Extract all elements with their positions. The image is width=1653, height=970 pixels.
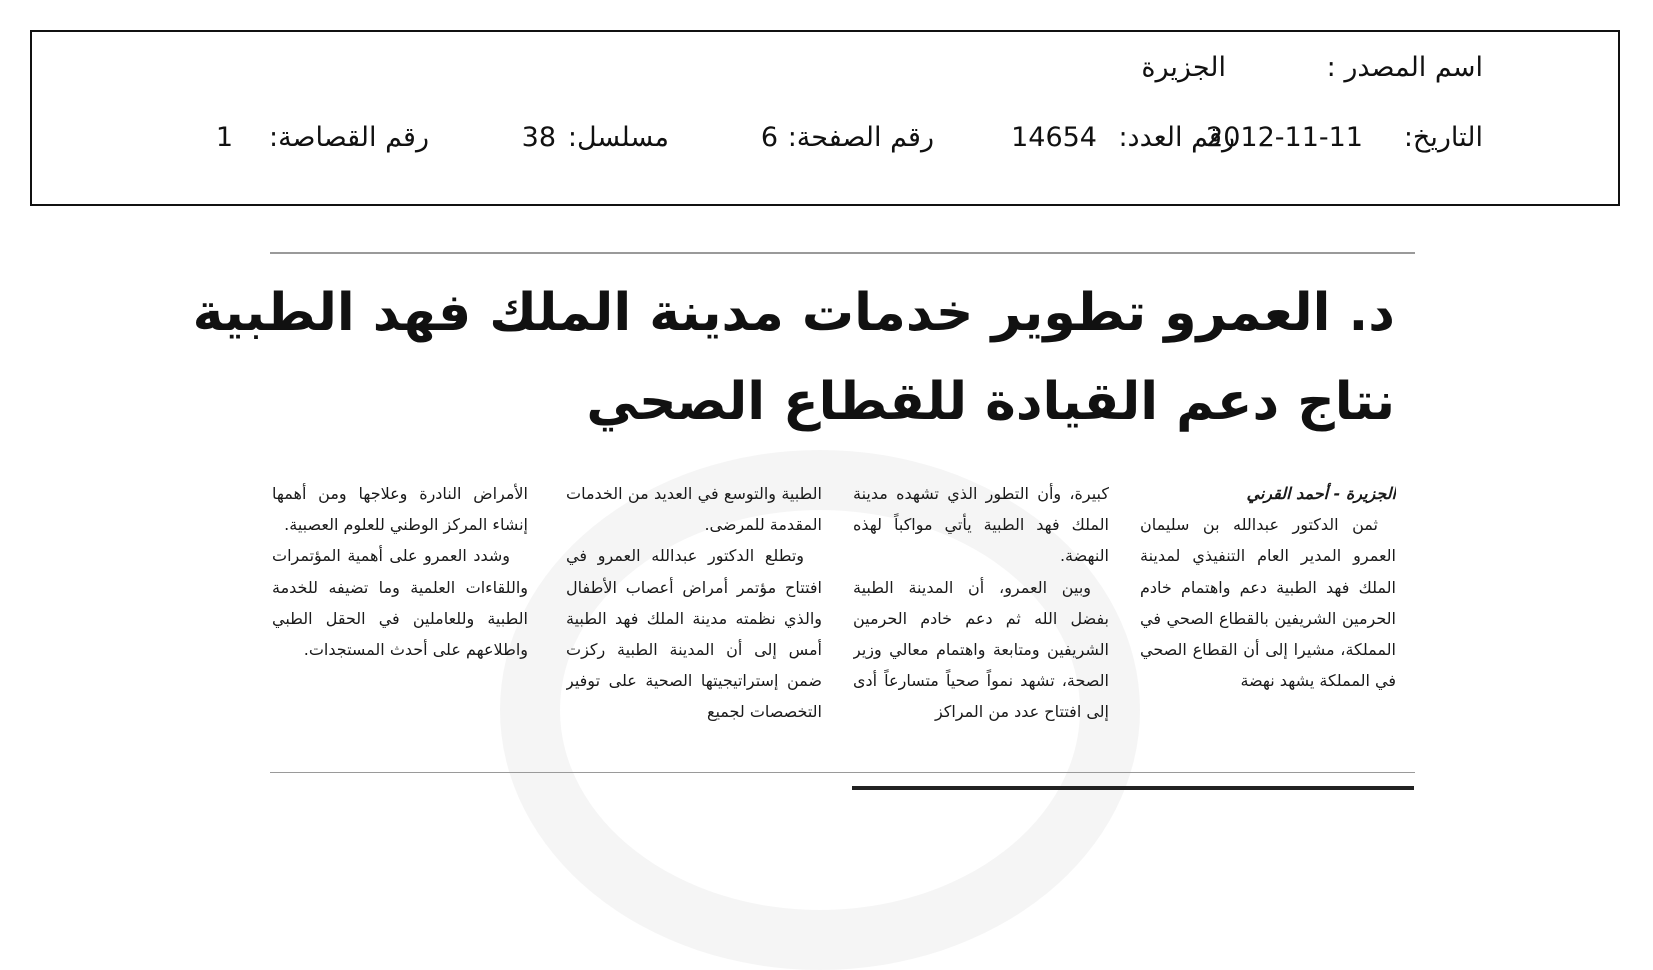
page-value: 6 xyxy=(760,122,778,153)
column-2-paragraph-1: كبيرة، وأن التطور الذي تشهده مدينة الملك فهد الطبية يأتي مواكباً لهذه النهضة. xyxy=(853,484,1109,566)
headline-line-2: نتاج دعم القيادة للقطاع الصحي xyxy=(586,372,1395,432)
serial-label: مسلسل: xyxy=(567,122,669,153)
article-column-1 xyxy=(1140,478,1396,768)
page-label: رقم الصفحة: xyxy=(787,122,934,153)
column-1-paragraph: ثمن الدكتور عبدالله بن سليمان العمرو المدير العام التنفيذي لمدينة الملك فهد الطبية دعم واهتمام خادم الحرمين الشريفين بالقطاع الصحي في المملكة، مشيرا إلى أن القطاع الصحي في المملكة يشهد نهضة xyxy=(1140,515,1396,691)
bottom-thick-rule xyxy=(852,786,1414,790)
clip-label: رقم القصاصة: xyxy=(268,122,429,153)
column-2-paragraph-2: وبين العمرو، أن المدينة الطبية بفضل الله ثم دعم خادم الحرمين الشريفين ومتابعة واهتمام معالي وزير الصحة، تشهد نمواً صحياً متسارعاً أدى إلى افتتاح عدد من المراكز xyxy=(853,577,1109,722)
article-column-2 xyxy=(853,478,1109,768)
serial-value: 38 xyxy=(521,122,556,153)
headline-line-1: د. العمرو تطوير خدمات مدينة الملك فهد الطبية xyxy=(192,283,1395,343)
issue-label: رقم العدد: xyxy=(1118,122,1235,153)
column-3-paragraph-1: الطبية والتوسع في العديد من الخدمات المقدمة للمرضى. xyxy=(566,484,822,535)
source-label: اسم المصدر : xyxy=(1326,52,1483,83)
bottom-rule xyxy=(270,772,1415,773)
column-3-paragraph-2: وتطلع الدكتور عبدالله العمرو في افتتاح مؤتمر أمراض أعصاب الأطفال والذي نظمته مدينة الملك فهد الطبية أمس إلى أن المدينة الطبية ركزت ضمن إستراتيجيتها الصحية على توفير التخصصات لجميع xyxy=(566,546,822,722)
top-rule xyxy=(270,252,1415,254)
article-column-3 xyxy=(566,478,822,768)
issue-value: 14654 xyxy=(1011,122,1097,153)
byline: الجزيرة - أحمد القرني xyxy=(1246,484,1396,503)
column-4-paragraph-1: الأمراض النادرة وعلاجها ومن أهمها إنشاء المركز الوطني للعلوم العصبية. xyxy=(272,484,528,535)
clip-value: 1 xyxy=(215,122,233,153)
date-label: التاريخ: xyxy=(1403,122,1483,153)
date-value: 2012-11-11 xyxy=(1206,122,1363,153)
source-value: الجزيرة xyxy=(1141,52,1226,83)
column-4-paragraph-2: وشدد العمرو على أهمية المؤتمرات واللقاءات العلمية وما تضيفه للخدمة الطبية وللعاملين في الحقل الطبي واطلاعهم على أحدث المستجدات. xyxy=(272,546,528,660)
article-column-4 xyxy=(272,478,528,768)
